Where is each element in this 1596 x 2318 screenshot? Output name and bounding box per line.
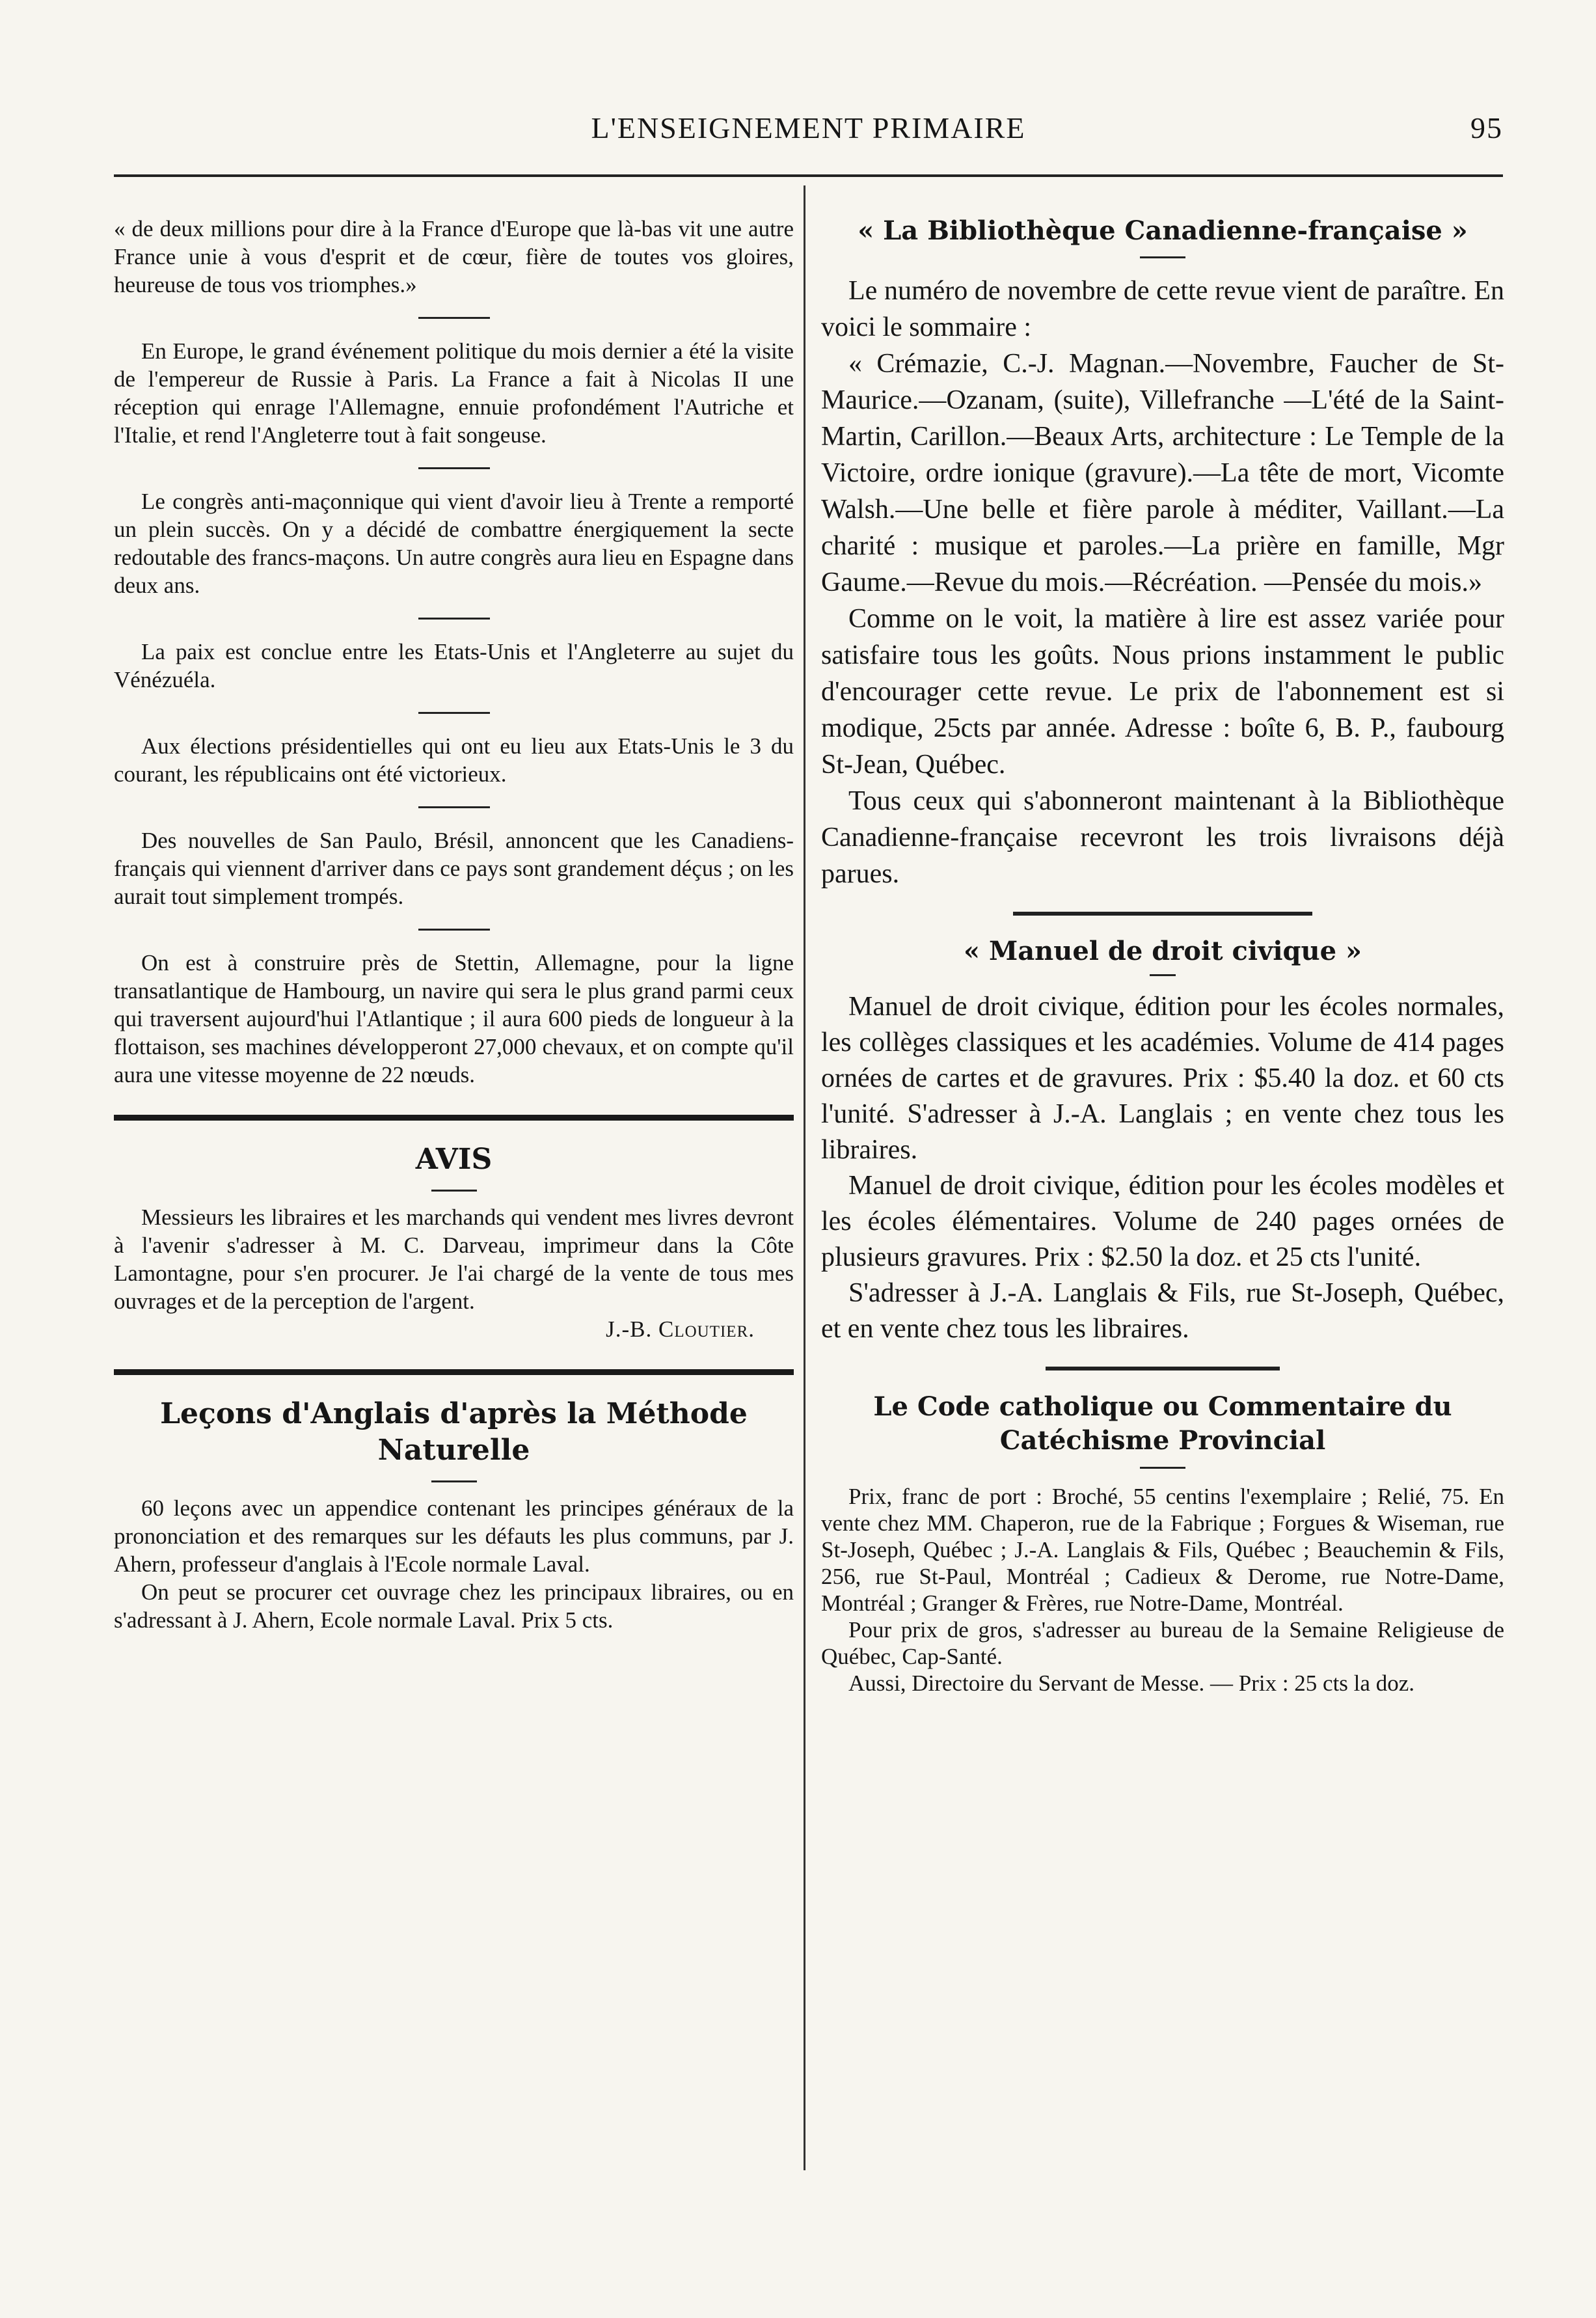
code-paragraph-1: Prix, franc de port : Broché, 55 centins l'exemplaire ; Relié, 75. En vente chez MM. Chaperon, rue de la Fabrique ; Forgues & Wiseman, rue St-Joseph, Québec ; J.-A. Langlais & Fils, Québec ; Beauchemin & Fils, 256, rue St-Paul, Montréal ; Cadieux & Derome, rue Notre-Dame, Montréal ; Granger & Frères, rue Notre-Dame, Montréal. (821, 1484, 1504, 1616)
elections-paragraph: Aux élections présidentielles qui ont eu lieu aux Etats-Unis le 3 du courant, les républicains ont été victorieux. (114, 733, 794, 787)
separator-rule (431, 1480, 477, 1482)
separator-rule (418, 929, 490, 931)
lecons-paragraph-1: 60 leçons avec un appendice contenant les principes généraux de la prononciation et des remarques sur les défauts les plus communs, par J. Ahern, professeur d'anglais à l'Ecole normale Laval. (114, 1495, 794, 1577)
separator-rule (1140, 1467, 1185, 1469)
separator-rule (1140, 256, 1185, 258)
left-column (114, 215, 794, 1634)
manuel-body (821, 989, 1504, 1347)
avis-paragraph: Messieurs les libraires et les marchands qui vendent mes livres devront à l'avenir s'adresser à M. C. Darveau, imprimeur dans la Côte Lamontagne, pour s'en procurer. Je l'ai chargé de la vente de tous mes ouvrages et de la perception de l'argent. (114, 1205, 794, 1314)
quote-paragraph: « de deux millions pour dire à la France d'Europe que là-bas vit une autre France unie à vous d'esprit et de cœur, fière de toutes vos gloires, heureuse de tous vos triomphes.» (114, 216, 794, 297)
paix-paragraph: La paix est conclue entre les Etats-Unis et l'Angleterre au sujet du Vénézuéla. (114, 639, 794, 692)
separator-rule (418, 317, 490, 319)
separator-rule (1150, 974, 1176, 976)
lecons-heading: Leçons d'Anglais d'après la Méthode Naturelle (160, 1397, 748, 1467)
separator-rule (418, 467, 490, 469)
section-thick-rule (114, 1369, 794, 1375)
manuel-paragraph-3: S'adresser à J.-A. Langlais & Fils, rue St-Joseph, Québec, et en vente chez tous les libraires. (821, 1278, 1504, 1344)
manuel-heading: « Manuel de droit civique » (964, 936, 1362, 966)
code-body (821, 1483, 1504, 1697)
separator-rule (418, 806, 490, 808)
lecons-paragraph-2: On peut se procurer cet ouvrage chez les principaux libraires, ou en s'adressant à J. Ahern, Ecole normale Laval. Prix 5 cts. (114, 1579, 794, 1633)
avis-signature: J.-B. Cloutier. (606, 1316, 755, 1342)
avis-heading: AVIS (415, 1143, 493, 1176)
right-column (821, 215, 1504, 1697)
bibliotheque-heading: « La Bibliothèque Canadienne-française » (858, 215, 1468, 246)
running-head (114, 111, 1503, 150)
manuel-paragraph-1: Manuel de droit civique, édition pour les écoles normales, les collèges classiques et les académies. Volume de 414 pages ornées de cartes et de gravures. Prix : $5.40 la doz. et 60 cts l'unité. S'adresser à J.-A. Langlais ; en vente chez tous les libraires. (821, 992, 1504, 1165)
ornamental-rule (1046, 1367, 1280, 1370)
column-divider (804, 185, 805, 2170)
code-paragraph-3: Aussi, Directoire du Servant de Messe. — Prix : 25 cts la doz. (848, 1670, 1414, 1696)
running-title: L'ENSEIGNEMENT PRIMAIRE (591, 111, 1026, 144)
code-heading: Le Code catholique ou Commentaire du Catéchisme Provincial (873, 1391, 1452, 1456)
separator-rule (431, 1190, 477, 1192)
page-number: 95 (1470, 111, 1503, 144)
manuel-paragraph-2: Manuel de droit civique, édition pour les écoles modèles et les écoles élémentaires. Volume de 240 pages ornées de plusieurs gravures. Prix : $2.50 la doz. et 25 cts l'unité. (821, 1171, 1504, 1272)
congres-paragraph: Le congrès anti-maçonnique qui vient d'avoir lieu à Trente a remporté un plein succès. On y a décidé de combattre énergiquement la secte redoutable des francs-maçons. Un autre congrès aura lieu en Espagne dans deux ans. (114, 489, 794, 598)
san-paulo-paragraph: Des nouvelles de San Paulo, Brésil, annoncent que les Canadiens-français qui viennent d'arriver dans ce pays sont grandement déçus ; on les aurait tout simplement trompés. (114, 828, 794, 909)
header-rule (114, 174, 1503, 177)
stettin-paragraph: On est à construire près de Stettin, Allemagne, pour la ligne transatlantique de Hambourg, un navire qui sera le plus grand parmi ceux qui traversent aujourd'hui l'Atlantique ; il aura 600 pieds de longueur à la flottaison, ses machines développeront 27,000 chevaux, et on compte qu'il aura une vitesse moyenne de 22 nœuds. (114, 950, 794, 1087)
separator-rule (418, 712, 490, 714)
bibliotheque-paragraph-3: Comme on le voit, la matière à lire est assez variée pour satisfaire tous les goûts. Nous prions instamment le public d'encourager cette revue. Le prix de l'abonnement est si modique, 25cts par année. Adresse : boîte 6, B. P., faubourg St-Jean, Québec. (821, 604, 1504, 780)
section-thick-rule (114, 1115, 794, 1121)
separator-rule (418, 618, 490, 620)
bibliotheque-paragraph-1: Le numéro de novembre de cette revue vient de paraître. En voici le sommaire : (821, 276, 1504, 342)
ornamental-rule (1013, 912, 1312, 916)
europe-paragraph: En Europe, le grand événement politique du mois dernier a été la visite de l'empereur de Russie à Paris. La France a fait à Nicolas II une réception qui enrage l'Allemagne, ennuie profondément l'Autriche et l'Italie, et rend l'Angleterre tout à fait songeuse. (114, 338, 794, 448)
bibliotheque-paragraph-4: Tous ceux qui s'abonneront maintenant à la Bibliothèque Canadienne-française recevront les trois livraisons déjà parues. (821, 786, 1504, 889)
bibliotheque-body (821, 273, 1504, 892)
bibliotheque-sommaire: « Crémazie, C.-J. Magnan.—Novembre, Faucher de St-Maurice.—Ozanam, (suite), Villefranche —L'été de la Saint-Martin, Carillon.—Beaux Arts, architecture : Le Temple de la Victoire, ordre ionique (gravure).—La tête de mort, Vicomte Walsh.—Une belle et fière parole à méditer, Vaillant.—La charité : musique et paroles.—La prière en famille, Mgr Gaume.—Revue du mois.—Récréation. —Pensée du mois.» (821, 349, 1504, 597)
code-paragraph-2: Pour prix de gros, s'adresser au bureau de la Semaine Religieuse de Québec, Cap-Santé. (821, 1617, 1504, 1669)
